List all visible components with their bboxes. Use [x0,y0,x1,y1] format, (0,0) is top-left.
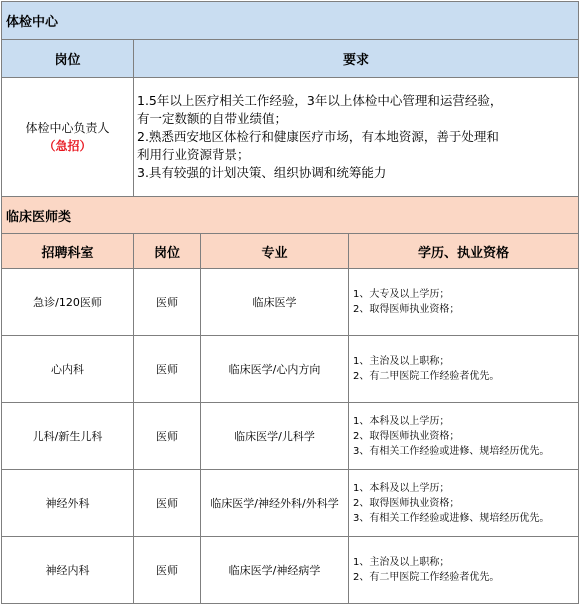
qualification-cell [349,537,579,604]
position-cell: 医师 [134,537,201,604]
requirement-line: 有一定数额的自带业绩值； [137,111,288,126]
table-row [2,269,579,336]
qualification-line: 2、取得医师执业资格； [353,430,460,442]
section-clinical-title: 临床医师类 [2,197,579,234]
qualification-line: 3、有相关工作经验或进修、规培经历优先。 [353,512,550,524]
table-row [2,537,579,604]
position-cell: 医师 [134,403,201,470]
dept-cell: 神经外科 [2,470,134,537]
recruitment-table [1,1,579,604]
major-cell: 临床医学/心内方向 [201,336,349,403]
qualification-line: 2、取得医师执业资格； [353,304,460,315]
qualification-cell [349,336,579,403]
qualification-cell [349,403,579,470]
qualification-line: 2、有二甲医院工作经验者优先。 [353,371,500,382]
exam-requirements [134,78,579,197]
exam-position-row [2,78,579,197]
section-exam-title: 体检中心 [2,2,579,40]
section-exam-header-row [2,40,579,78]
requirement-line: 1.5年以上医疗相关工作经验，3年以上体检中心管理和运营经验， [137,93,503,108]
header-position: 岗位 [134,234,201,269]
requirement-line: 利用行业资源背景； [137,147,250,162]
dept-cell: 神经内科 [2,537,134,604]
qualification-line: 1、本科及以上学历； [353,415,450,427]
section-exam-title-row [2,2,579,40]
dept-cell: 心内科 [2,336,134,403]
section-clinical-header-row [2,234,579,269]
major-cell: 临床医学 [201,269,349,336]
major-cell: 临床医学/神经病学 [201,537,349,604]
urgent-tag: （急招） [43,139,92,153]
major-cell: 临床医学/神经外科/外科学 [201,470,349,537]
header-position: 岗位 [2,40,134,78]
major-cell: 临床医学/儿科学 [201,403,349,470]
section-clinical-title-row [2,197,579,234]
table-row [2,403,579,470]
recruitment-table-container [1,1,578,604]
qualification-line: 1、主治及以上职称； [353,557,450,568]
qualification-line: 1、本科及以上学历； [353,482,450,494]
exam-position-name: 体检中心负责人 [25,121,110,135]
exam-position-cell [2,78,134,197]
requirement-line: 3.具有较强的计划决策、组织协调和统筹能力 [137,165,387,180]
table-row [2,336,579,403]
table-row [2,470,579,537]
position-cell: 医师 [134,336,201,403]
dept-cell: 儿科/新生儿科 [2,403,134,470]
header-major: 专业 [201,234,349,269]
qualification-cell [349,269,579,336]
dept-cell: 急诊/120医师 [2,269,134,336]
qualification-line: 1、主治及以上职称； [353,356,450,367]
position-cell: 医师 [134,269,201,336]
requirement-line: 2.熟悉西安地区体检行和健康医疗市场，有本地资源，善于处理和 [137,129,499,144]
qualification-line: 2、取得医师执业资格； [353,497,460,509]
qualification-line: 1、大专及以上学历； [353,289,450,300]
header-dept: 招聘科室 [2,234,134,269]
qualification-cell [349,470,579,537]
position-cell: 医师 [134,470,201,537]
header-requirement: 要求 [134,40,579,78]
qualification-line: 3、有相关工作经验或进修、规培经历优先。 [353,445,550,457]
header-qualification: 学历、执业资格 [349,234,579,269]
qualification-line: 2、有二甲医院工作经验者优先。 [353,572,500,583]
